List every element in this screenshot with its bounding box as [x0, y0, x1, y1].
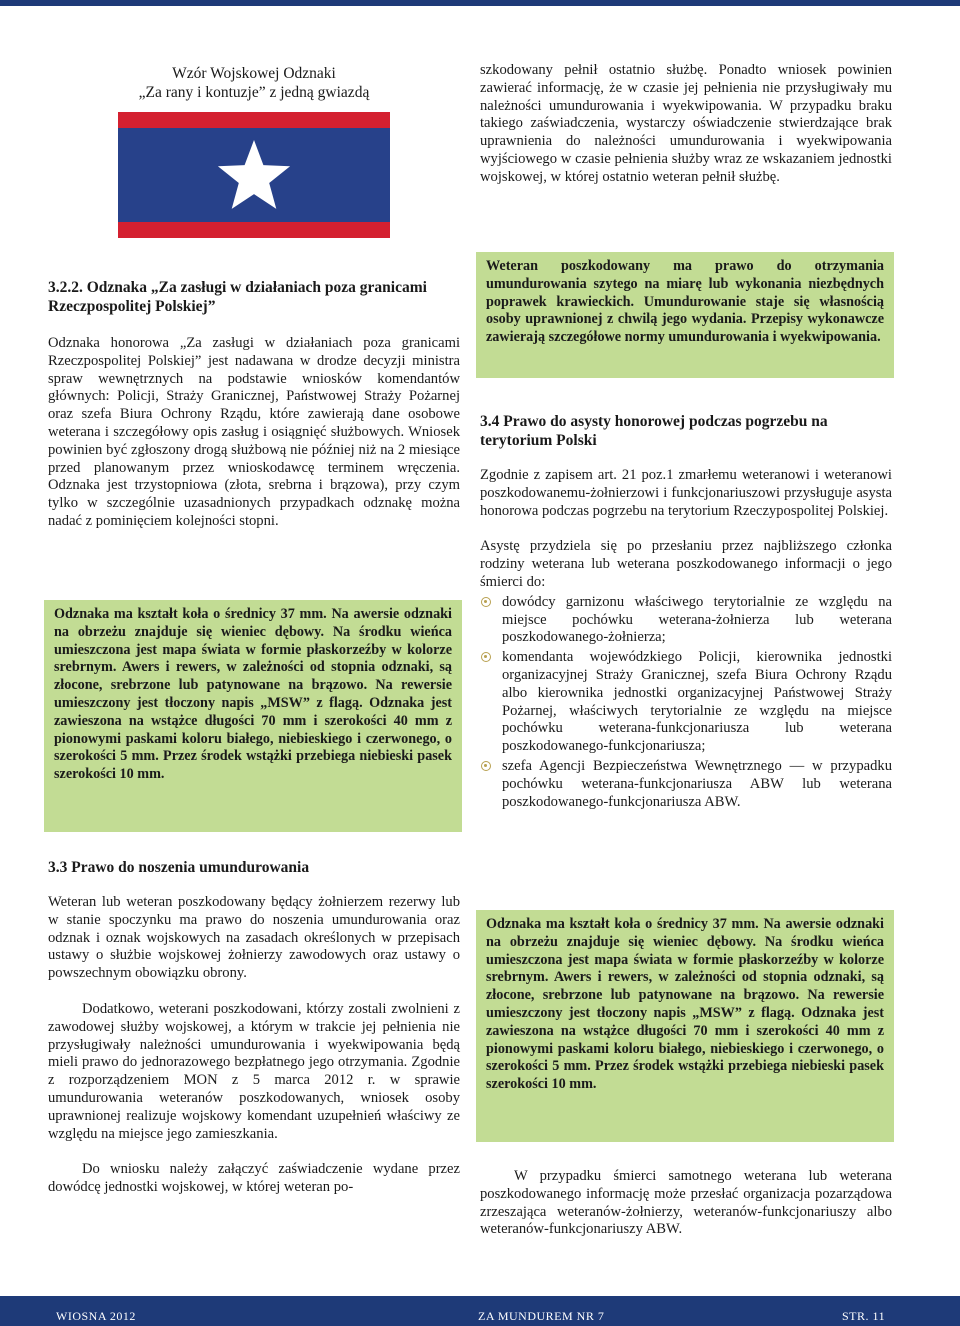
footer-page-number: STR. 11 [842, 1309, 886, 1323]
section-3-2-2-heading: 3.2.2. Odznaka „Za zasługi w działaniach poza granicami Rzeczpospolitej Polskiej” [48, 279, 427, 315]
section-3-3 [48, 858, 460, 1197]
badge-description-repeat-text: Odznaka ma kształt koła o średnicy 37 mm. Na awersie odznaki na obrzeżu znajduje się wieniec dębowy. Na środku wieńca umieszczona jest mapa świata w formie płaskorzeźby w kolorze srebrnym. Awers i rewers, w zależności od stopnia odznaki, są złocone, srebrzone lub patynowane na brązowo. Na rewersie umieszczony jest tłoczony napis „MSW” z flagą. Odznaka jest zawieszona na wstążce długości 70 mm i szerokości 40 mm z pionowymi paskami koloru białego, niebieskiego i czerwonego, o szerokości 5 mm. Przez środek wstążki przebiega niebieski pasek szerokości 10 mm. [486, 916, 884, 1093]
section-3-2-2 [48, 278, 460, 531]
caption-line-1: Wzór Wojskowej Odznaki [172, 65, 336, 82]
list-item [480, 758, 892, 811]
ribbon-flag-image [118, 112, 390, 238]
list-item-text: komendanta wojewódzkiego Policji, kierownika jednostki organizacyjnej Straży Granicznej, szefa Biura Ochrony Rządu albo kierownika jednostki organizacyjnej Państwowej Straży Pożarnej, właściwych terytorialnie ze względu na miejsce pochówku weterana-funkcjonariusza lub weterana poszkodowanego-funkcjonariusza; [502, 649, 892, 755]
footer-bar [0, 1296, 960, 1326]
section-3-3-paragraph-3: Do wniosku należy załączyć zaświadczenie wydane przez dowódcę jednostki wojskowej, w której weteran po- [48, 1161, 460, 1196]
section-3-4 [480, 412, 892, 811]
continuation-paragraph: szkodowany pełnił ostatnio służbę. Ponadto wniosek powinien zawierać informację, że w czasie jej pełnienia nie przysługiwały mu należności umundurowania i wyekwipowania. W przypadku braku takiego zaświadczenia, wystarczy oświadczenie stwierdzające brak uprawnienia do należności umundurowania i wyekwipowania wyjściowego w czasie pełnienia służby wraz ze wskazaniem jednostki wojskowej, w której ostatnio weteran pełnił służbę. [480, 62, 892, 185]
list-item [480, 594, 892, 647]
list-item-text: szefa Agencji Bezpieczeństwa Wewnętrznego — w przypadku pochówku weterana-funkcjonariusza ABW lub weterana poszkodowanego-funkcjonariusza ABW. [502, 757, 892, 810]
bullet-icon [481, 652, 491, 662]
uniform-rights-text: Weteran poszkodowany ma prawo do otrzymania umundurowania szytego na miarę lub wykonania niezbędnych poprawek krawieckich. Umundurowanie staje się własnością osoby uprawnionej z chwilą jego wydania. Przepisy wykonawcze zawierają szczegółowe normy umundurowania i wyekwipowania. [486, 258, 884, 346]
footer-magazine: ZA MUNDUREM NR 7 [478, 1309, 605, 1323]
flag-bottom-red-stripe [118, 222, 390, 238]
right-column-continuation [480, 62, 892, 187]
section-3-3-paragraph-2: Dodatkowo, weterani poszkodowani, którzy zostali zwolnieni z zawodowej służby wojskowej, a którym w trakcie jej pełnienia nie przysługiwały należności umundurowania i wyekwipowania będą mieli prawo do jednorazowego bezpłatnego jego otrzymania. Zgodnie z rozporządzeniem MON z 5 marca 2012 r. w sprawie umundurowania weteranów poszkodowanych, wniosek osoby uprawnionej realizuje wojskowy komendant uzupełnień właściwy ze względu na miejsce jego zamieszkania. [48, 1000, 460, 1142]
closing-paragraph: W przypadku śmierci samotnego weterana lub weterana poszkodowanego informację może przesłać organizacja pozarządowa zrzeszająca weteranów-żołnierzy, weteranów-funkcjonariuszy albo weteranów-funkcjonariuszy ABW. [480, 1168, 892, 1238]
bullet-icon [481, 597, 491, 607]
section-3-3-paragraph-1: Weteran lub weteran poszkodowany będący żołnierzem rezerwy lub w stanie spoczynku ma prawo do noszenia umundurowania oraz odznak i oznak wojskowych na zasadach określonych w przepisach ustawy o służbie wojskowej żołnierzy zawodowych oraz ustawy o powszechnym obowiązku obrony. [48, 894, 460, 982]
section-3-3-heading: 3.3 Prawo do noszenia umundurowania [48, 859, 310, 876]
footer-season: WIOSNA 2012 [56, 1309, 136, 1323]
section-3-4-paragraph-1: Zgodnie z zapisem art. 21 poz.1 zmarłemu weteranowi i weteranowi poszkodowanemu-żołnierzowi i funkcjonariuszowi przysługuje asysta honorowa podczas pogrzebu na terytorium Rzeczypospolitej Polskiej. [480, 467, 892, 519]
section-3-4-paragraph-2: Asystę przydziela się po przesłaniu przez najbliższego członka rodziny weterana lub weterana poszkodowanego informacji o jego śmierci do: [480, 538, 892, 590]
image-caption [48, 64, 460, 102]
badge-description-box [44, 600, 462, 832]
section-3-4-heading: 3.4 Prawo do asysty honorowej podczas pogrzebu na terytorium Polski [480, 413, 828, 449]
list-item [480, 649, 892, 756]
top-accent-bar [0, 0, 960, 6]
bullet-icon [481, 761, 491, 771]
notification-recipients-list [480, 594, 892, 812]
flag-top-red-stripe [118, 112, 390, 128]
list-item-text: dowódcy garnizonu właściwego terytorialnie ze względu na miejsce pochówku weterana-żołnierza lub weterana poszkodowanego-żołnierza; [502, 593, 892, 646]
closing-paragraph-block [480, 1168, 892, 1239]
section-3-2-2-body: Odznaka honorowa „Za zasługi w działaniach poza granicami Rzeczpospolitej Polskiej” jest nadawana w drodze decyzji ministra spraw wewnętrznych na podstawie wniosków komendantów głównych: Policji, Straży Granicznej, Państwowej Straży Pożarnej oraz szefa Biura Ochrony Rządu, które zawierają dane osobowe weterana i szczegółowy opis zasług i osiągnięć służbowych. Wniosek powinien być zgłoszony drogą służbową nie później niż na 2 miesiące przed planowanym przez wnioskodawcę terminem wręczenia. Odznaka jest trzystopniowa (złota, srebrna i brązowa), przy czym tylko w szczególnie uzasadnionych przypadkach odznakę można nadać z pominięciem kolejności stopni. [48, 335, 460, 529]
uniform-rights-box [476, 252, 894, 378]
badge-description-box-repeat [476, 910, 894, 1142]
badge-description-text: Odznaka ma kształt koła o średnicy 37 mm. Na awersie odznaki na obrzeżu znajduje się wieniec dębowy. Na środku wieńca umieszczona jest mapa świata w formie płaskorzeźby w kolorze srebrnym. Awers i rewers, w zależności od stopnia odznaki, są złocone, srebrzone lub patynowane na brązowo. Na rewersie umieszczony jest tłoczony napis „MSW” z flagą. Odznaka jest zawieszona na wstążce długości 70 mm i szerokości 40 mm z pionowymi paskami koloru białego, niebieskiego i czerwonego, o szerokości 5 mm. Przez środek wstążki przebiega niebieski pasek szerokości 10 mm. [54, 606, 452, 783]
caption-line-2: „Za rany i kontuzje” z jedną gwiazdą [138, 84, 370, 101]
